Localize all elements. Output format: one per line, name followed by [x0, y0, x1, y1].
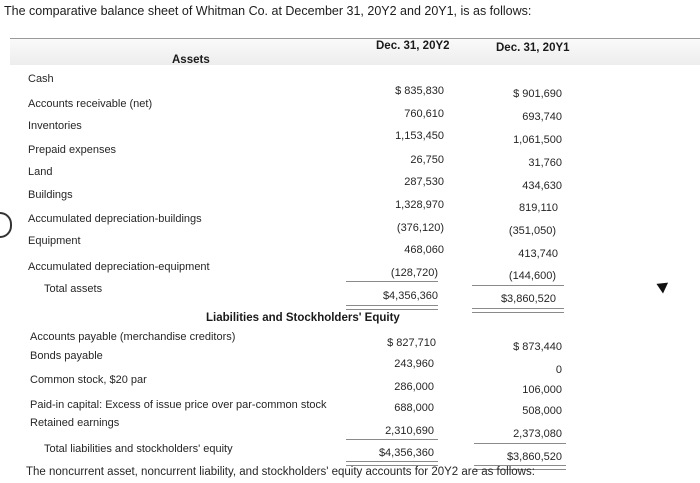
intro-text: The comparative balance sheet of Whitman Co. at December 31, 20Y2 and 20Y1, is as follows: — [4, 4, 532, 18]
col-header-20y2: Dec. 31, 20Y2 — [376, 40, 450, 52]
asset-label-accum-dep-buildings: Accumulated depreciation-buildings — [28, 213, 202, 225]
side-tab-icon[interactable] — [0, 212, 12, 238]
liab-label-paid-in-capital: Paid-in capital: Excess of issue price over par-common stock — [30, 399, 327, 411]
asset-label-cash: Cash — [28, 73, 54, 85]
asset-value-20y1: 31,760 — [528, 157, 562, 169]
asset-value-20y1: 434,630 — [522, 180, 562, 192]
total-assets-20y2: $4,356,360 — [382, 290, 438, 302]
asset-label-equipment: Equipment — [28, 235, 81, 247]
total-assets-label: Total assets — [44, 283, 103, 295]
liab-label-bonds: Bonds payable — [30, 350, 103, 362]
subtotal-rule — [346, 281, 438, 282]
asset-value-20y1: 693,740 — [522, 111, 562, 123]
subtotal-rule — [472, 285, 564, 286]
total-double-rule — [472, 308, 564, 313]
asset-value-20y2: 1,328,970 — [395, 199, 444, 211]
total-liab-equity-20y2: $4,356,360 — [378, 447, 434, 459]
liab-value-20y1: $ 873,440 — [513, 341, 562, 353]
column-header-band — [10, 38, 700, 65]
asset-value-20y1: 1,061,500 — [513, 134, 562, 146]
footer-text: The noncurrent asset, noncurrent liability, and stockholders' equity accounts for 20Y2 are as follows: — [26, 466, 535, 478]
liab-label-common-stock: Common stock, $20 par — [30, 374, 147, 386]
asset-value-20y2: (128,720) — [390, 267, 438, 279]
asset-label-inventories: Inventories — [28, 120, 82, 132]
subtotal-rule — [474, 443, 566, 444]
asset-value-20y2: 468,060 — [404, 244, 444, 256]
liab-value-20y2: 243,960 — [394, 358, 434, 370]
asset-value-20y2: 760,610 — [404, 108, 444, 120]
liab-value-20y2: 688,000 — [394, 402, 434, 414]
col-header-20y1: Dec. 31, 20Y1 — [496, 42, 570, 54]
asset-label-accum-dep-equipment: Accumulated depreciation-equipment — [28, 261, 210, 273]
liab-value-20y1: 0 — [555, 364, 562, 376]
asset-value-20y1: 819,110 — [519, 202, 558, 214]
asset-label-land: Land — [28, 166, 53, 178]
asset-value-20y2: 287,530 — [404, 176, 444, 188]
liabilities-heading: Liabilities and Stockholders' Equity — [206, 312, 400, 324]
total-liab-equity-label: Total liabilities and stockholders' equity — [44, 443, 233, 455]
asset-value-20y2: $ 835,830 — [395, 85, 444, 97]
asset-value-20y1: 413,740 — [518, 248, 558, 260]
liab-value-20y1: 2,373,080 — [513, 428, 562, 440]
total-double-rule — [346, 305, 438, 310]
liab-value-20y1: 508,000 — [522, 405, 562, 417]
total-assets-20y1: $3,860,520 — [500, 293, 556, 305]
mouse-pointer-icon — [654, 278, 668, 293]
asset-value-20y1: $ 901,690 — [513, 88, 562, 100]
asset-label-buildings: Buildings — [28, 189, 73, 201]
asset-label-ar: Accounts receivable (net) — [28, 98, 153, 110]
liab-label-retained-earnings: Retained earnings — [30, 417, 120, 429]
asset-value-20y1: (351,050) — [508, 225, 556, 237]
asset-value-20y2: (376,120) — [396, 222, 444, 234]
subtotal-rule — [346, 439, 438, 440]
total-liab-equity-20y1: $3,860,520 — [506, 451, 562, 463]
liab-value-20y2: 286,000 — [394, 381, 434, 393]
liab-value-20y2: 2,310,690 — [385, 425, 434, 437]
asset-value-20y1: (144,600) — [508, 270, 556, 282]
asset-value-20y2: 1,153,450 — [395, 130, 444, 142]
liab-value-20y2: $ 827,710 — [387, 337, 436, 349]
liab-value-20y1: 106,000 — [522, 384, 562, 396]
assets-heading: Assets — [172, 54, 210, 66]
asset-label-prepaid: Prepaid expenses — [28, 144, 117, 156]
asset-value-20y2: 26,750 — [410, 154, 444, 166]
liab-label-ap: Accounts payable (merchandise creditors) — [30, 331, 236, 343]
